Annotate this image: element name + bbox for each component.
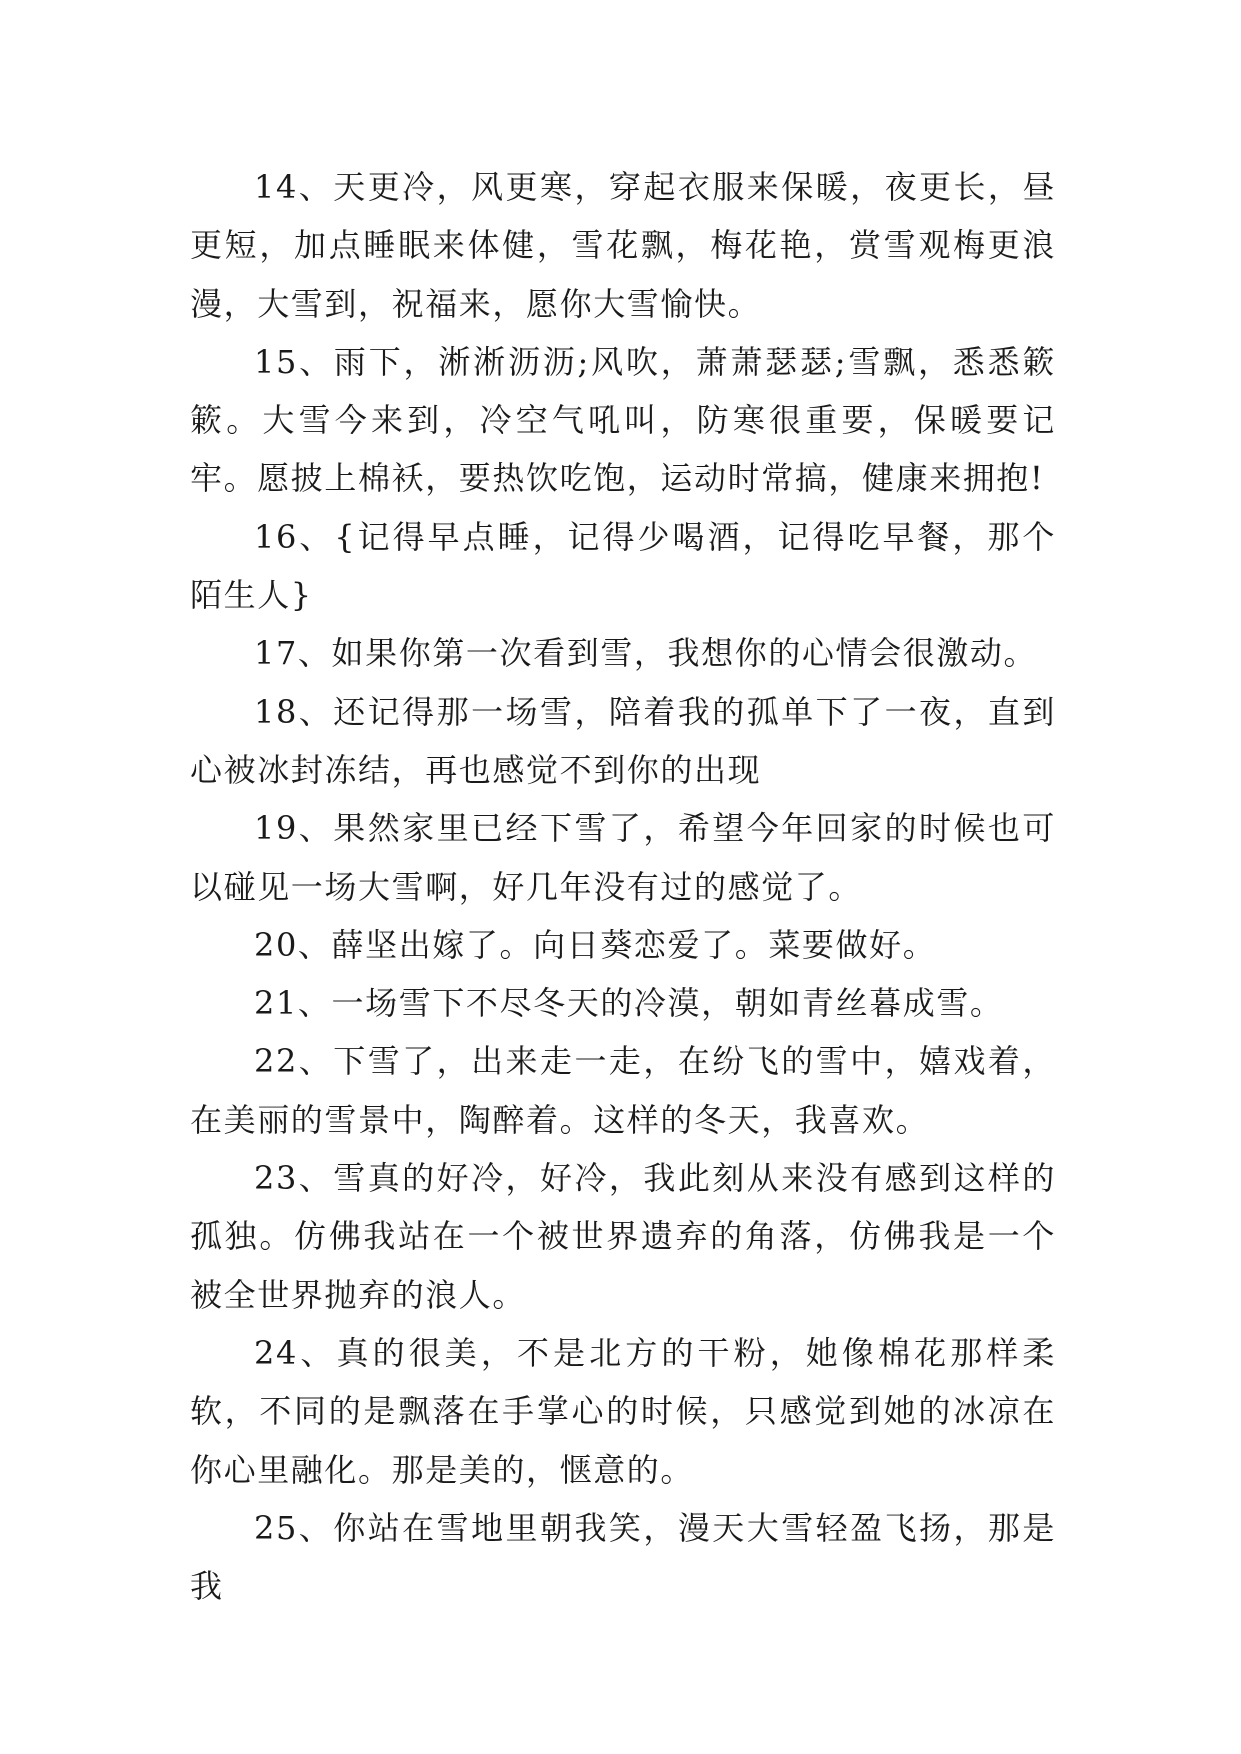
paragraph-15: 15、雨下，淅淅沥沥;风吹，萧萧瑟瑟;雪飘，悉悉簌簌。大雪今来到，冷空气吼叫，防寒很重要，保暖要记牢。愿披上棉袄，要热饮吃饱，运动时常搞，健康来拥抱! xyxy=(190,342,1056,498)
paragraph-21: 21、一场雪下不尽冬天的冷漠，朝如青丝暮成雪。 xyxy=(254,984,1004,1023)
document-body xyxy=(190,158,1056,1615)
paragraph-23: 23、雪真的好冷，好冷，我此刻从来没有感到这样的孤独。仿佛我站在一个被世界遗弃的角落，仿佛我是一个被全世界抛弃的浪人。 xyxy=(190,1159,1056,1314)
paragraph-17: 17、如果你第一次看到雪，我想你的心情会很激动。 xyxy=(254,634,1038,673)
paragraph-22: 22、下雪了，出来走一走，在纷飞的雪中，嬉戏着，在美丽的雪景中，陶醉着。这样的冬天，我喜欢。 xyxy=(190,1042,1056,1139)
paragraph-20: 20、薛坚出嫁了。向日葵恋爱了。菜要做好。 xyxy=(254,925,937,964)
paragraph-24: 24、真的很美，不是北方的干粉，她像棉花那样柔软，不同的是飘落在手掌心的时候，只感觉到她的冰凉在你心里融化。那是美的，惬意的。 xyxy=(190,1333,1056,1489)
paragraph-14: 14、天更冷，风更寒，穿起衣服来保暖，夜更长，昼更短，加点睡眠来体健，雪花飘，梅花艳，赏雪观梅更浪漫，大雪到，祝福来，愿你大雪愉快。 xyxy=(190,168,1056,323)
paragraph-25: 25、你站在雪地里朝我笑，漫天大雪轻盈飞扬，那是我 xyxy=(190,1508,1056,1606)
paragraph-19: 19、果然家里已经下雪了，希望今年回家的时候也可以碰见一场大雪啊，好几年没有过的感觉了。 xyxy=(190,809,1056,906)
paragraph-18: 18、还记得那一场雪，陪着我的孤单下了一夜，直到心被冰封冻结，再也感觉不到你的出现 xyxy=(190,692,1056,789)
paragraph-16: 16、{记得早点睡，记得少喝酒，记得吃早餐，那个陌生人} xyxy=(190,517,1056,615)
